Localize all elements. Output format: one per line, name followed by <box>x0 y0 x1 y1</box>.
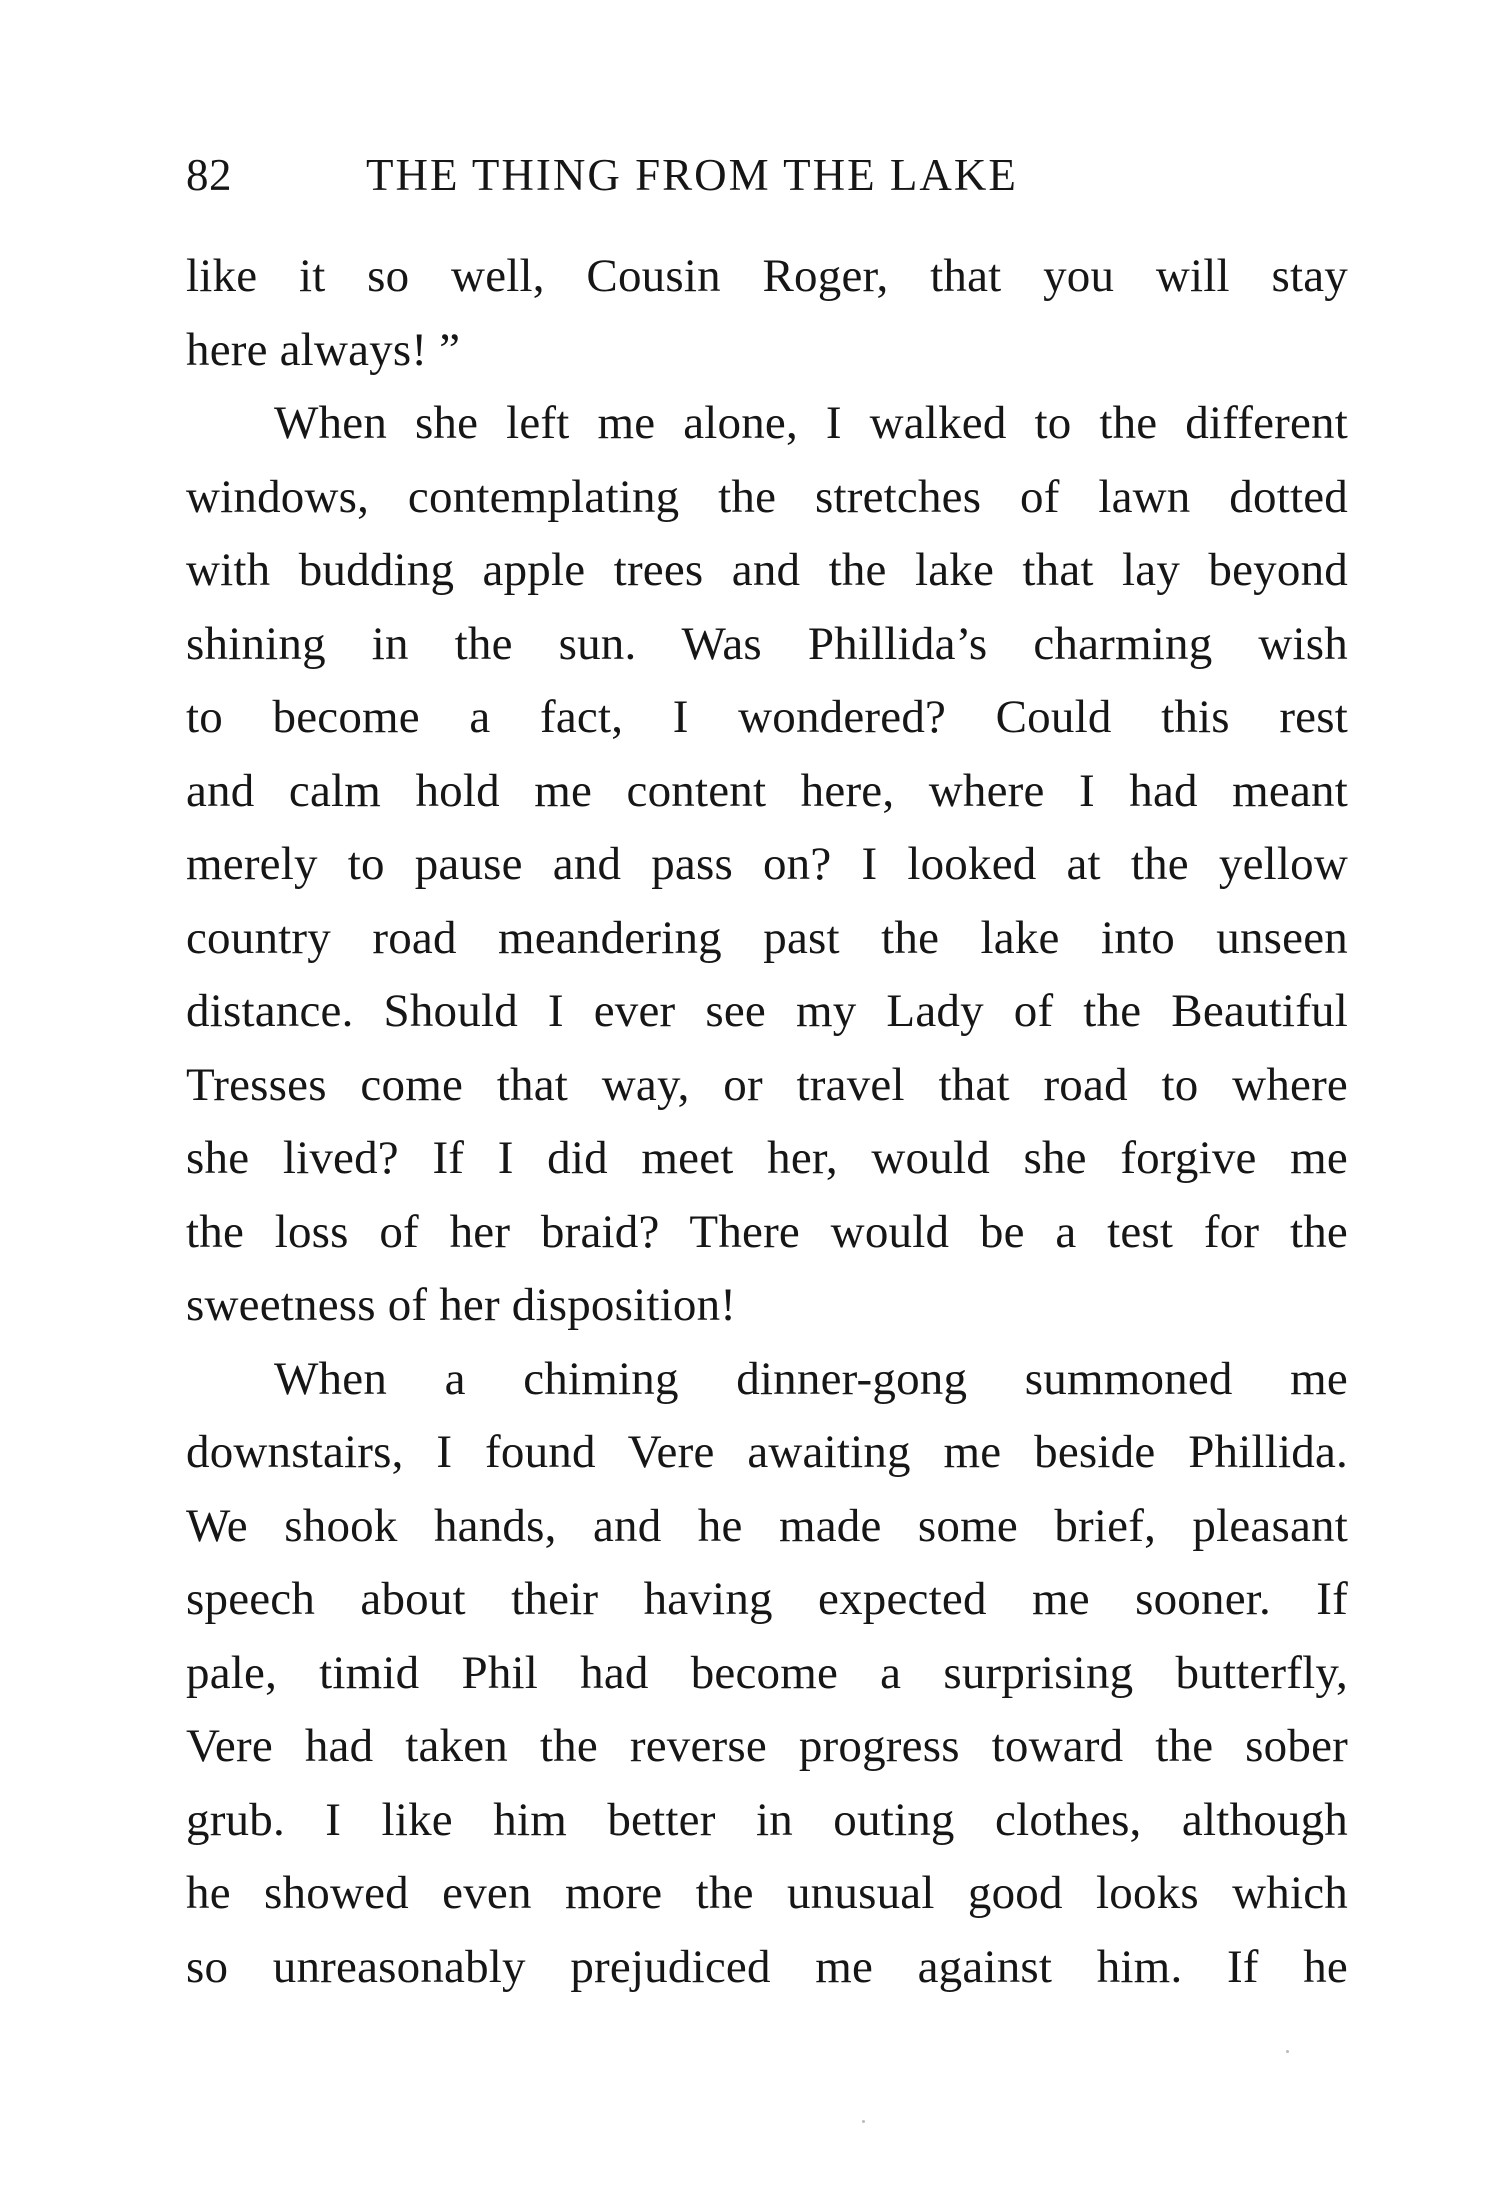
page-number: 82 <box>186 150 232 200</box>
text-line: to become a fact, I wondered? Could this rest <box>186 691 1348 743</box>
text-line: here always! ” <box>186 323 461 376</box>
text-line: like it so well, Cousin Roger, that you will stay <box>186 250 1348 302</box>
text-line: shining in the sun. Was Phillida’s charming wish <box>186 617 1348 670</box>
text-line: Tresses come that way, or travel that road to where <box>186 1058 1348 1111</box>
text-line: Vere had taken the reverse progress toward the sober <box>186 1720 1348 1772</box>
text-line: he showed even more the unusual good looks which <box>186 1867 1348 1919</box>
text-line: windows, contemplating the stretches of lawn dotted <box>186 470 1348 523</box>
text-line: merely to pause and pass on? I looked at the yellow <box>186 838 1348 890</box>
text-line: distance. Should I ever see my Lady of the Beautiful <box>186 985 1348 1037</box>
text-line: and calm hold me content here, where I had meant <box>186 764 1348 817</box>
running-head <box>186 145 1348 205</box>
text-line: so unreasonably prejudiced me against him. If he <box>186 1940 1348 1993</box>
text-line: grub. I like him better in outing clothes, although <box>186 1793 1348 1846</box>
text-line: she lived? If I did meet her, would she forgive me <box>186 1132 1348 1184</box>
body-text <box>186 240 1348 2004</box>
text-line: When she left me alone, I walked to the different <box>274 397 1348 449</box>
text-line: the loss of her braid? There would be a test for the <box>186 1205 1348 1258</box>
text-line: When a chiming dinner-gong summoned me <box>274 1352 1348 1405</box>
paper-speck <box>862 2120 865 2123</box>
text-line: with budding apple trees and the lake that lay beyond <box>186 544 1348 596</box>
text-line: country road meandering past the lake into unseen <box>186 911 1348 964</box>
text-line: speech about their having expected me sooner. If <box>186 1573 1348 1625</box>
paper-speck <box>1286 2050 1289 2053</box>
text-line: downstairs, I found Vere awaiting me beside Phillida. <box>186 1426 1348 1478</box>
text-line: We shook hands, and he made some brief, pleasant <box>186 1499 1348 1552</box>
text-line: sweetness of her disposition! <box>186 1279 737 1331</box>
running-title: THE THING FROM THE LAKE <box>366 150 1018 200</box>
text-line: pale, timid Phil had become a surprising butterfly, <box>186 1646 1348 1699</box>
